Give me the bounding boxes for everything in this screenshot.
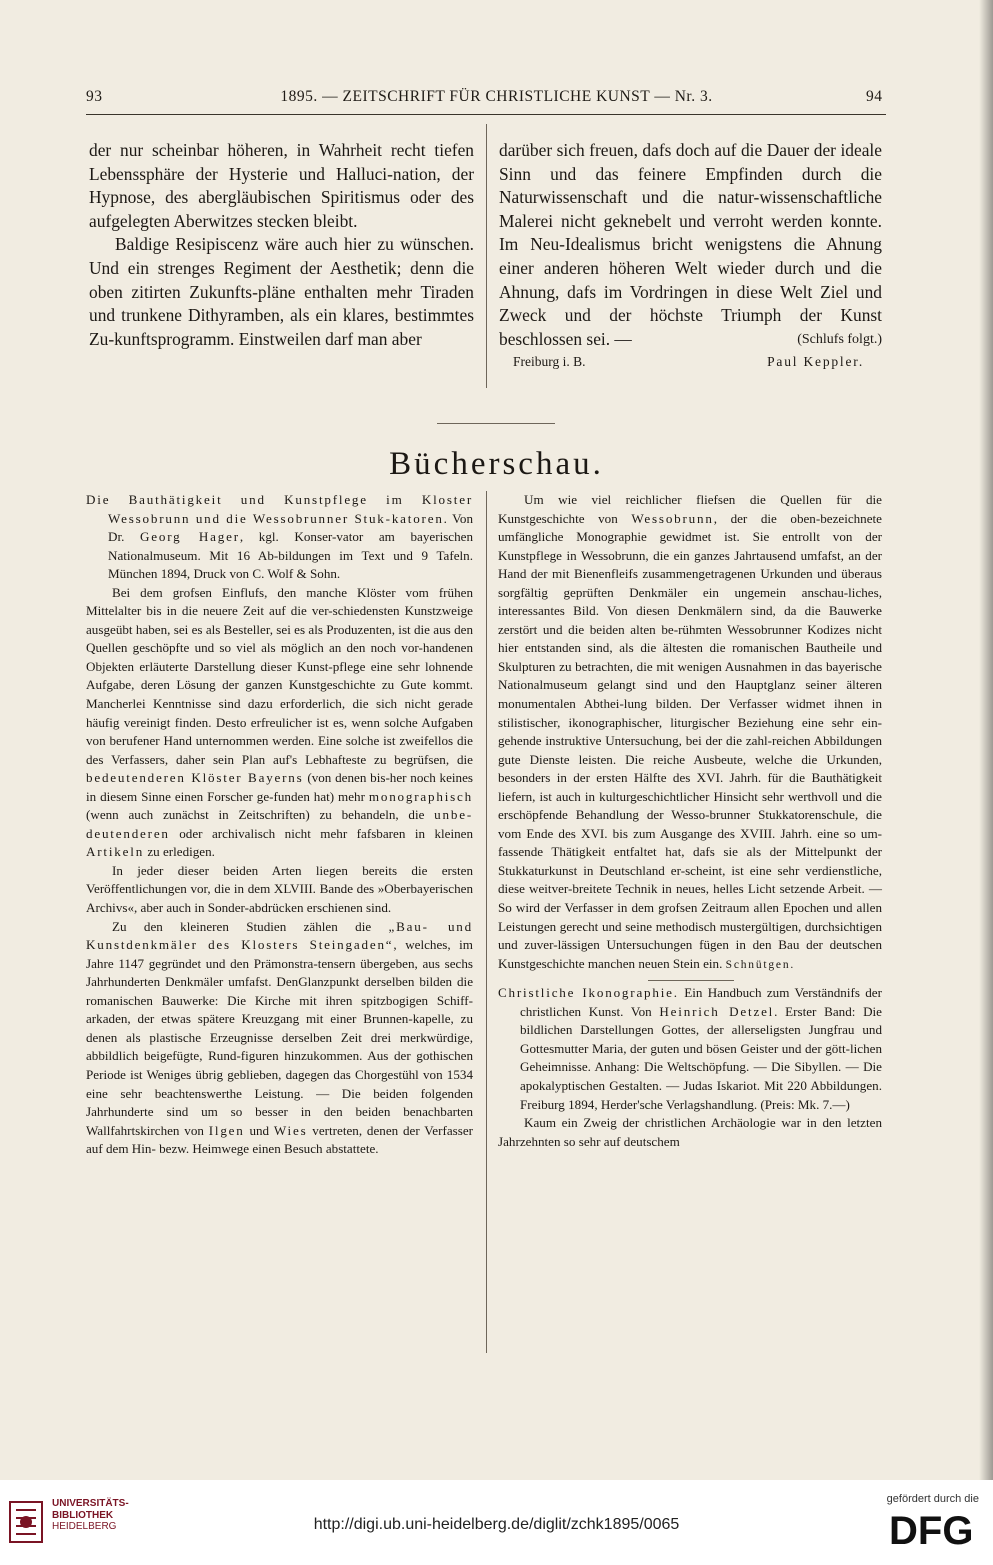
- paragraph-text: und: [244, 1122, 274, 1138]
- paragraph-text: darüber sich freuen, dafs doch auf die Dauer der ideale Sinn und das feinere Empfinden durch die Naturwissenschaft und die natur-wissenschaftliche Malerei nicht geknebelt und verroht werden konnte. Im Neu-Idealismus bricht wenigstens die Ahnung einer anderen höheren Welt wieder durch und die Ahnung, dafs im Vordringen in diese Welt Ziel und Zweck und der höchste Triumph der Kunst beschlossen sei. —: [499, 140, 882, 349]
- paragraph-text: Um wie viel reichlicher fliefsen die Quellen für die Kunstgeschichte von: [498, 492, 882, 526]
- review-author: Heinrich Detzel: [659, 1003, 775, 1019]
- emphasis: Artikeln: [86, 844, 145, 860]
- paragraph: In jeder dieser beiden Arten liegen bereits die ersten Veröffentlichungen vor, die in dem XLVIII. Bande des »Oberbayerischen Archivs«, aber auch in Sonder-abdrücken erschienen sind.: [86, 862, 473, 916]
- emphasis: bedeutenderen Klöster Bayerns: [86, 770, 304, 786]
- paragraph: [86, 918, 473, 1159]
- running-title: 1895. — ZEITSCHRIFT FÜR CHRISTLICHE KUNST — Nr. 3.: [280, 88, 713, 105]
- paragraph-text: (von denen bis-her noch keines in diesem Sinne einen Forscher ge-funden hat) mehr: [86, 770, 473, 804]
- paragraph-text: zu erledigen.: [144, 844, 215, 860]
- review-title-text: Ein Handbuch zum Verständnifs der christlichen Kunst. Von: [520, 985, 882, 1019]
- emphasis: unbe-deutenderen: [86, 807, 473, 841]
- paragraph-text: , welches, im Jahre 1147 gegründet und den Prämonstra-tensern übergeben, aus sechs Jahrhunderten Denkmäler umfafst. DenGlanzpunkt derselben bilden die romanischen Bauwerke: Die Kirche mit ihren spitzbogigen Schiff-arkaden, der etwas spätere Kreuzgang mit einer Brunnen-kapelle, zu denen als plastische Erzeugnisse derselben Zeit drei merkwürdige, abbildlich beigefügte, Rund-figuren hinzukommen. Aus der gothischen Periode ist Weniges übrig geblieben, dagegen das Chorgestühl von 1534 eine sehr beachtenswerthe Leistung. — Die beiden folgenden Jahrhunderte sind um so besser in den beiden benachbarten Wallfahrtskirchen von: [86, 937, 473, 1138]
- review-title: Die Bauthätigkeit und Kunstpflege im Kloster Wessobrunn und die Wessobrunner Stuk-katoren.: [86, 492, 473, 526]
- article-signoff: [499, 351, 882, 373]
- emphasis: Wies: [273, 1122, 308, 1138]
- header-rule: [86, 114, 886, 115]
- paragraph-text: Bei dem grofsen Einflufs, den manche Klöster vom frühen Mittelalter bis in die neuere Zeit auf die ver-schiedensten Kunstzweige ausgeübt haben, sei es als Besteller, sei es als Produzenten, ist die aus den Quellen geschöpfte und so viel als möglich an den noch vor-handenen Objekten erläuterte Darstellung dieser Kunst-pflege eine sehr lohnende Aufgabe, deren Lösung der ganzen Kunstgeschichte zu Gute kommt. Mancherlei Kenntnisse sind dazu erforderlich, die sich nicht gerade häufig vereinigt finden. Desto erfreulicher ist es, wenn solche Aufgaben von berufener Hand unternommen werden. Eine solche ist zweifellos die des Verfassers, daher sein Plan auf's Lebhafteste zu begrüfsen, die: [86, 584, 473, 767]
- article-continuation-left: [89, 139, 474, 351]
- section-heading: Bücherschau.: [389, 446, 604, 482]
- page-number-left: 93: [86, 88, 103, 105]
- paragraph: Kaum ein Zweig der christlichen Archäologie war in den letzten Jahrzehnten so sehr auf deutschem: [498, 1115, 882, 1149]
- signoff-place: Freiburg i. B.: [513, 354, 586, 370]
- paragraph-text: Zu den kleineren Studien zählen die: [112, 918, 389, 934]
- review-title-text: , kgl. Konser-vator am bayerischen Nationalmuseum. Mit 16 Ab-bildungen im Text und 9 Tafeln. München 1894, Druck von C. Wolf & Sohn.: [108, 529, 474, 582]
- paragraph-text: (wenn auch zunächst in Zeitschriften) zu behandeln, die: [86, 807, 435, 823]
- paragraph-text: vertreten, denen der Verfasser auf dem Hin- bezw. Heimwege einen Besuch abstattete.: [86, 1122, 473, 1157]
- page-number-right: 94: [866, 88, 883, 105]
- paragraph: [86, 584, 473, 862]
- review-title-block: [498, 984, 882, 1114]
- continuation-note: (Schlufs folgt.): [797, 331, 882, 347]
- paragraph: [499, 139, 882, 351]
- review-author: Georg Hager: [140, 529, 240, 545]
- article-continuation-right: [499, 139, 882, 373]
- review-title-text: Von Dr.: [108, 510, 474, 545]
- paragraph: der nur scheinbar höheren, in Wahrheit recht tiefen Lebenssphäre der Hysterie und Halluci-nation, der Hypnose, des abergläubischen Spiritismus oder des aufgelegten Aberwitzes stecken bleibt.: [89, 140, 474, 231]
- permalink-url[interactable]: http://digi.ub.uni-heidelberg.de/diglit/zchk1895/0065: [313, 1516, 680, 1533]
- column-divider: [486, 491, 487, 1353]
- section-divider: [437, 423, 555, 424]
- review-separator: [498, 974, 882, 984]
- funding-label: gefördert durch die: [886, 1493, 979, 1505]
- paragraph-text: oder archivalisch nicht mehr fafsbaren in kleinen: [169, 825, 473, 841]
- paragraph: Baldige Resipiscenz wäre auch hier zu wünschen. Und ein strenges Regiment der Aesthetik; denn die oben zitirten Zukunfts-pläne enthalten mehr Tiraden und trunkene Dithyramben, als ein klares, bestimmtes Zu-kunftsprogramm. Einstweilen darf man aber: [89, 234, 474, 349]
- short-rule: [648, 980, 734, 981]
- signoff-author: Paul Keppler.: [767, 354, 864, 370]
- digitization-footer: [0, 1480, 993, 1565]
- review-title-block: [86, 491, 473, 584]
- review-title-text: . Erster Band: Die bildlichen Darstellungen Gottes, der allerseligsten Jungfrau und Gottesmutter Maria, der guten und bösen Geister und der gött-lichen Geheimnisse. Anhang: Die Weltschöpfung. — Die Sibyllen. — Die apokalyptischen Gestalten. — Judas Iskariot. Mit 220 Abbildungen. Freiburg 1894, Herder'sche Verlagshandlung. (Preis: Mk. 7.—): [520, 1003, 882, 1112]
- emphasis: „Bau- und Kunstdenkmäler des Klosters Steingaden“: [86, 918, 473, 953]
- emphasis: Ilgen: [208, 1122, 245, 1138]
- institution-line: HEIDELBERG: [52, 1521, 117, 1532]
- dfg-logo-text: DFG: [889, 1509, 974, 1548]
- review-title: Christliche Ikonographie.: [498, 985, 679, 1001]
- paragraph: [498, 491, 882, 974]
- institution-line: BIBLIOTHEK: [52, 1509, 114, 1521]
- emphasis: monographisch: [368, 788, 473, 804]
- column-divider: [486, 124, 487, 388]
- institution-line: UNIVERSITÄTS-: [52, 1498, 129, 1509]
- paragraph-text: , der die oben-bezeichnete umfängliche Monographie gewidmet ist. Sie entrollt von der Kunstpflege in Wessobrunn, die ein ganzes Jahrtausend umfafst, an der Hand der mit Bienenfleifs zusammengetragenen Urkunden und überaus sorgfältig geprüften Denkmäler ein ungemein anschau-liches, interessantes Bild. Von diesen Denkmälern sind, da die Bauwerke zerstört und die beiden alten be-rühmten Wessobrunner Kodizes nicht hier entstanden sind, als die ältesten die romanischen Bautheile und Skulpturen zu betrachten, die mit wenigen Ausnahmen in das bayerische Nationalmuseum gelangt sind und den Hauptglanz seiner älteren monumentalen Abthei-lung bilden. Der Verfasser widmet ihnen in stilistischer, ikonographischer, liturgischer Beziehung eine sehr ein-gehende instruktive Untersuchung, bei der die zahl-reichen Abbildungen gute Dienste leisten. Die reiche Ausbeute, welche die Urkunden, besonders in der ersten Hälfte des XVI. Jahrh. für die Bauthätigkeit liefern, ist auch in kulturgeschichtlicher Hinsicht sehr werthvoll und die erschöpfende Behandlung der Wesso-brunner Stukkatorenschule, die vom Ende des XVI. bis zum Ausgange des XVIII. Jahrh. eine so um-fassende Thätigkeit entfaltet hat, dafs sie als der Mittelpunkt der Stukkaturkunst in Deutschland er-scheint, ist eine sehr verdienstliche, diese weitver-breitete Technik in neues, helles Licht setzende Arbeit. — So wird der Verfasser in dem grofsen Zeitraum allen Epochen und allen Leistungen gerecht und seine methodisch mustergültigen, durchsichtigen und zuver-lässigen Untersuchungen fügen in den Bau der deutschen Kunstgeschichte manchen neuen Stein ein.: [498, 510, 882, 971]
- emphasis: Wessobrunn: [631, 510, 714, 526]
- reviewer-signature: Schnütgen.: [725, 958, 796, 971]
- review-column-right: [498, 491, 882, 1151]
- review-column-left: [86, 491, 473, 1159]
- dfg-logo-icon[interactable]: [889, 1508, 979, 1548]
